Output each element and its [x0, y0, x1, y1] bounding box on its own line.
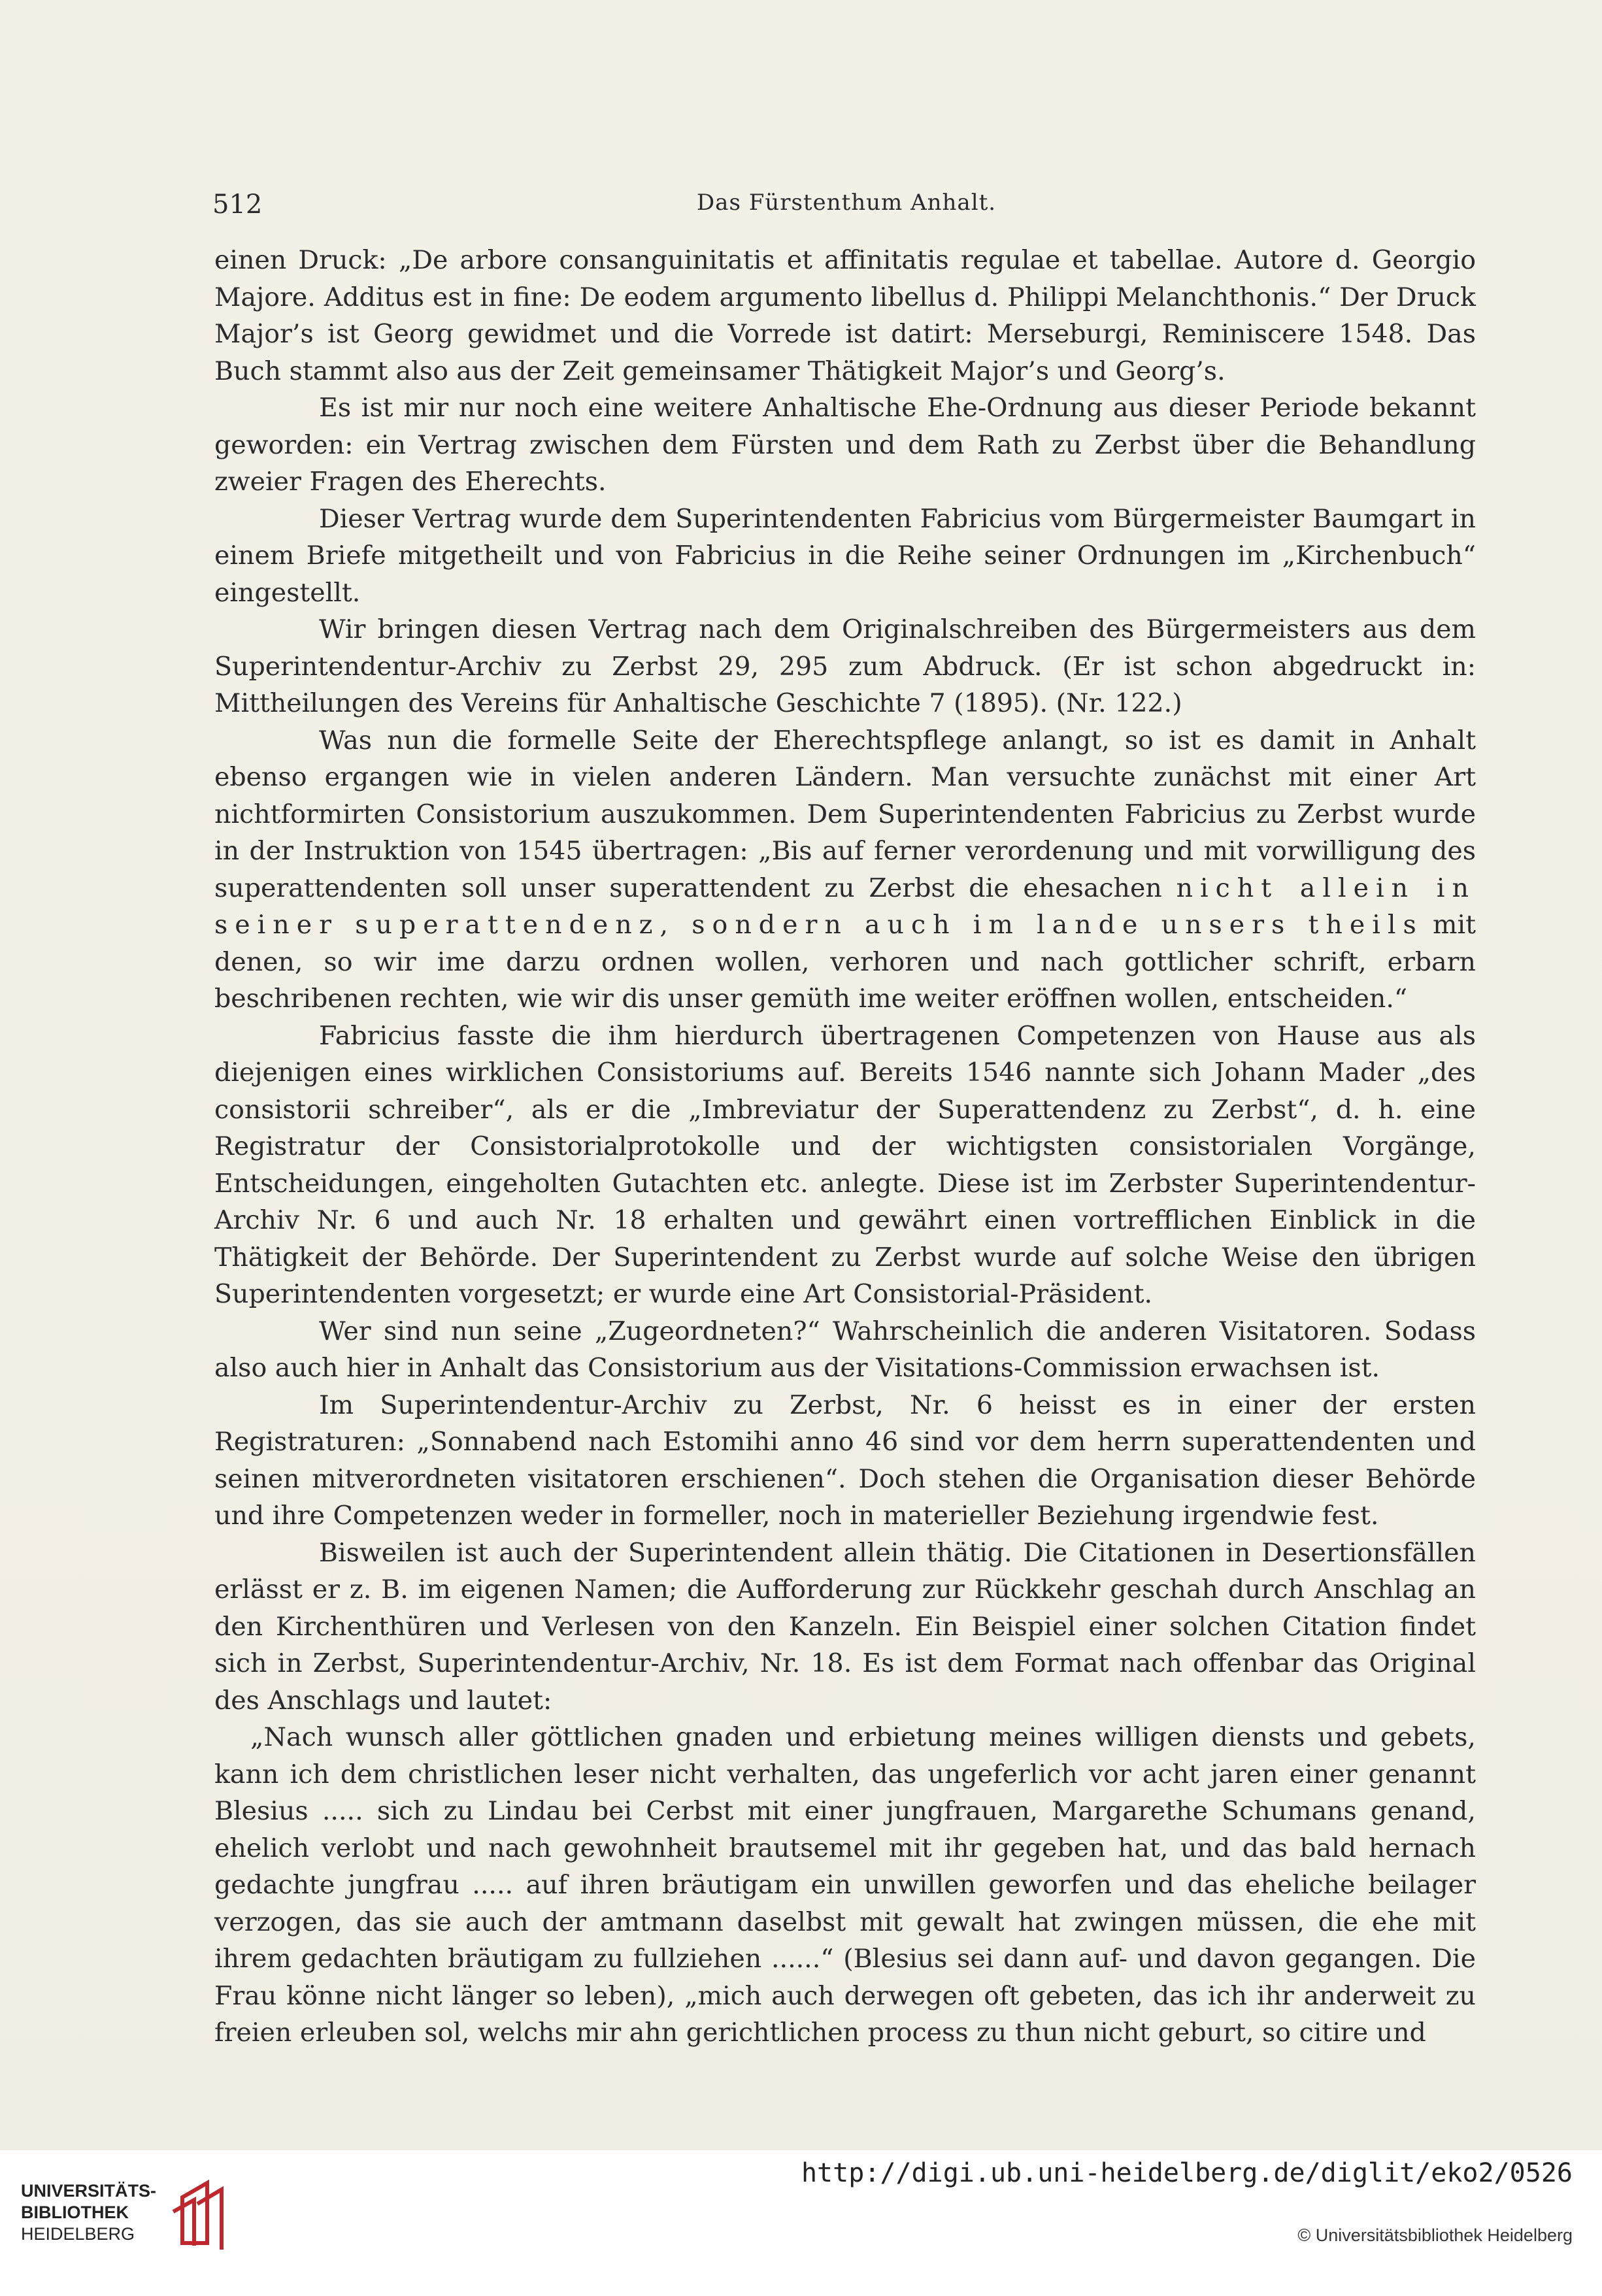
copyright-notice: © Universitätsbibliothek Heidelberg [1297, 2225, 1573, 2245]
running-title: Das Fürstenthum Anhalt. [696, 190, 997, 216]
paragraph [214, 722, 1476, 1018]
logo-line: HEIDELBERG [21, 2224, 135, 2244]
paragraph: Im Superintendentur-Archiv zu Zerbst, Nr. 6 heisst es in einer der ersten Registraturen: „Sonnabend nach Estomihi anno 46 sind vor dem herrn superattendenten und seinen mitverordneten visitatoren erschienen“. Doch stehen die Organisation dieser Behörde und ihre Competenzen weder in formeller, noch in materieller Beziehung irgendwie fest. [214, 1389, 1476, 1531]
paragraph: Bisweilen ist auch der Superintendent allein thätig. Die Citationen in Desertionsfällen erlässt er z. B. im eigenen Namen; die Aufforderung zur Rückkehr geschah durch Anschlag an den Kirchenthüren und Verlesen von den Kanzeln. Ein Beispiel einer solchen Citation findet sich in Zerbst, Superintendentur-Archiv, Nr. 18. Es ist dem Format nach offenbar das Original des Anschlags und lautet: [214, 1537, 1476, 1716]
page-number: 512 [212, 190, 263, 220]
paragraph: Es ist mir nur noch eine weitere Anhaltische Ehe-Ordnung aus dieser Periode bekannt geworden: ein Vertrag zwischen dem Fürsten und dem Rath zu Zerbst über die Behandlung zweier Fragen des Eherechts. [214, 393, 1476, 497]
paragraph: Wer sind nun seine „Zugeordneten?“ Wahrscheinlich die anderen Visitatoren. Sodass also auch hier in Anhalt das Consistorium aus der Visitations-Commission erwachsen ist. [214, 1316, 1476, 1383]
paragraph-text: Was nun die formelle Seite der Eherechtspflege anlangt, so ist es damit in Anhalt ebenso ergangen wie in vielen anderen Ländern. Man versuchte zunächst mit einer Art nichtformirten Consistorium auszukommen. Dem Superintendenten Fabricius zu Zerbst wurde in der Instruktion von 1545 übertragen: „Bis auf ferner verordenung und mit vorwilligung des superattendenten soll unser superattendent zu Zerbst die ehesachen [214, 725, 1476, 903]
paragraph: Dieser Vertrag wurde dem Superintendenten Fabricius vom Bürgermeister Baumgart in einem Briefe mitgetheilt und von Fabricius in die Reihe seiner Ordnungen im „Kirchenbuch“ eingestellt. [214, 503, 1476, 608]
paragraph-text: mit denen, so wir ime darzu ordnen wollen, verhoren und nach gottlicher schrift, erbarn beschribenen rechten, wie wir dis unser gemüth ime weiter eröffnen wollen, entscheiden.“ [214, 910, 1476, 1014]
page-header [212, 183, 1480, 222]
library-logo [21, 2178, 269, 2269]
spaced-emphasis: nicht allein in seiner superattendenz, sondern auch im lande unsers theils [214, 873, 1476, 940]
logo-line: UNIVERSITÄTS- [21, 2181, 157, 2201]
paragraph: einen Druck: „De arbore consanguinitatis et affinitatis regulae et tabellae. Autore d. Georgio Majore. Additus est in fine: De eodem argumento libellus d. Philippi Melanchthonis.“ Der Druck Major’s ist Georg gewidmet und die Vorrede ist datirt: Merseburgi, Reminiscere 1548. Das Buch stammt also aus der Zeit gemeinsamer Thätigkeit Major’s und Georg’s. [214, 245, 1476, 386]
quoted-citation: „Nach wunsch aller göttlichen gnaden und erbietung meines willigen diensts und gebets, kann ich dem christlichen leser nicht verhalten, das ungeferlich vor acht jaren einer genannt Blesius ..... sich zu Lindau bei Cerbst mit einer jungfrauen, Margarethe Schumans genand, ehelich verlobt und nach gewohnheit brautsemel mit ihr gegeben hat, und das bald hernach gedachte jungfrau ..... auf ihren bräutigam ein unwillen geworfen und das eheliche beilager verzogen, das sie auch der amtmann daselbst mit gewalt hat zwingen müssen, die ehe mit ihrem gedachten bräutigam zu fullziehen ......“ (Blesius sei dann auf- und davon gegangen. Die Frau könne nicht länger so leben), „mich auch derwegen oft gebeten, das ich ihr anderweit zu freien erleuben sol, welchs mir ahn gerichtlichen process zu thun nicht geburt, so citire und [214, 1722, 1476, 2048]
library-emblem-icon [168, 2178, 233, 2250]
permalink[interactable]: http://digi.ub.uni-heidelberg.de/diglit/eko2/0526 [801, 2158, 1573, 2188]
logo-text [21, 2180, 156, 2245]
logo-line: BIBLIOTHEK [21, 2203, 129, 2222]
paragraph: Wir bringen diesen Vertrag nach dem Originalschreiben des Bürgermeisters aus dem Superintendentur-Archiv zu Zerbst 29, 295 zum Abdruck. (Er ist schon abgedruckt in: Mittheilungen des Vereins für Anhaltische Geschichte 7 (1895). (Nr. 122.) [214, 614, 1476, 718]
footer-bar [0, 2150, 1602, 2296]
paragraph: Fabricius fasste die ihm hierdurch übertragenen Competenzen von Hause aus als diejenigen eines wirklichen Consistoriums auf. Bereits 1546 nannte sich Johann Mader „des consistorii schreiber“, als er die „Imbreviatur der Superattendenz zu Zerbst“, d. h. eine Registratur der Consistorialprotokolle und der wichtigsten consistorialen Vorgänge, Entscheidungen, eingeholten Gutachten etc. anlegte. Diese ist im Zerbster Superintendentur-Archiv Nr. 6 und auch Nr. 18 erhalten und gewährt einen vortrefflichen Einblick in die Thätigkeit der Behörde. Der Superintendent zu Zerbst wurde auf solche Weise den übrigen Superintendenten vorgesetzt; er wurde eine Art Consistorial-Präsident. [214, 1020, 1476, 1309]
body-text [214, 242, 1476, 2052]
